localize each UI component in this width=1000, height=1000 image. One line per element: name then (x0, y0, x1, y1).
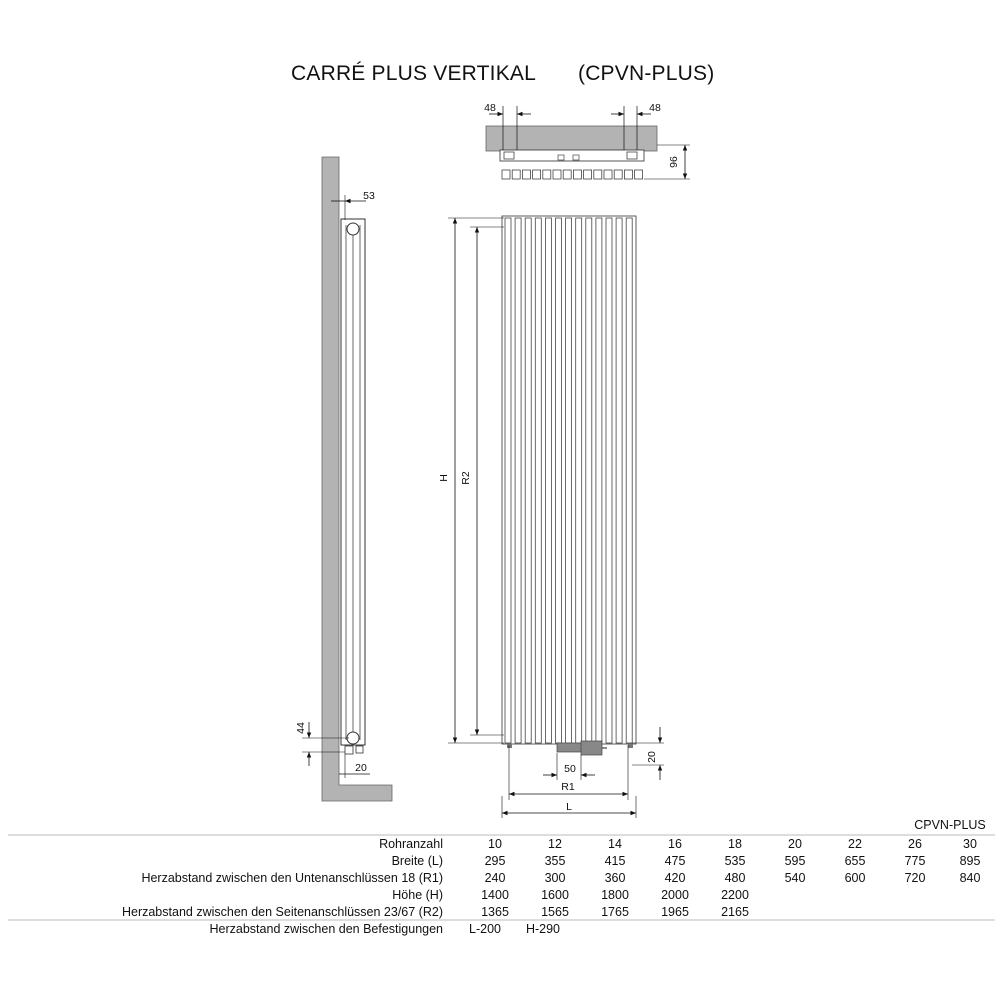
table-header: CPVN-PLUS (914, 818, 986, 832)
row-label: Breite (L) (391, 854, 443, 868)
dim-20-front: 20 (646, 751, 658, 763)
table-cell: 14 (608, 837, 622, 851)
table-cell: 540 (784, 871, 806, 885)
table-cell: 895 (959, 854, 981, 868)
table-cell: 595 (784, 854, 806, 868)
table-cell: 2165 (721, 905, 749, 919)
table-cell: 300 (544, 871, 566, 885)
table-cell: 535 (724, 854, 746, 868)
dim-53: 53 (363, 190, 375, 202)
table-cell: 1400 (481, 888, 509, 902)
table-cell: 360 (604, 871, 626, 885)
table-cell: 420 (664, 871, 686, 885)
table-cell: 1365 (481, 905, 509, 919)
table-cell: 22 (848, 837, 862, 851)
table-cell: H-290 (525, 922, 561, 936)
row-label: Herzabstand zwischen den Untenanschlüssen 18 (R1) (141, 871, 443, 885)
table-cell: 1765 (601, 905, 629, 919)
table-cell: 26 (908, 837, 922, 851)
row-label: Herzabstand zwischen den Befestigungen (209, 922, 443, 936)
table-cell: 655 (844, 854, 866, 868)
row-label: Rohranzahl (379, 837, 443, 851)
table-cell: L-200 (469, 922, 501, 936)
table-cell: 240 (484, 871, 506, 885)
table-cell: 415 (604, 854, 626, 868)
table-cell: 2200 (721, 888, 749, 902)
table-cell: 1800 (601, 888, 629, 902)
table-cell: 16 (668, 837, 682, 851)
row-label: Herzabstand zwischen den Seitenanschlüssen 23/67 (R2) (121, 905, 443, 919)
row-label: Höhe (H) (392, 888, 443, 902)
diagram-title: CARRÉ PLUS VERTIKAL (291, 62, 536, 85)
table-cell: 295 (484, 854, 506, 868)
dim-20-side: 20 (355, 762, 367, 774)
table-cell: 1600 (541, 888, 569, 902)
table-cell: 10 (488, 837, 502, 851)
table-cell: 355 (544, 854, 566, 868)
table-cell: 18 (728, 837, 742, 851)
dim-l: L (566, 801, 572, 813)
dim-44: 44 (295, 722, 307, 734)
table-cell: 2000 (661, 888, 689, 902)
table-cell: 775 (904, 854, 926, 868)
table-cell: 480 (724, 871, 746, 885)
dim-h: H (438, 474, 450, 482)
table-cell: 720 (904, 871, 926, 885)
table-cell: 475 (664, 854, 686, 868)
dim-r1: R1 (561, 781, 575, 793)
table-cell: 1565 (541, 905, 569, 919)
dim-48-right: 48 (649, 102, 661, 114)
dim-48-left: 48 (484, 102, 496, 114)
table-cell: 12 (548, 837, 562, 851)
table-cell: 30 (963, 837, 977, 851)
dim-r2: R2 (460, 471, 472, 485)
table-cell: 840 (959, 871, 981, 885)
table-cell: 600 (844, 871, 866, 885)
dim-50: 50 (564, 763, 576, 775)
model-code: (CPVN-PLUS) (578, 62, 715, 85)
dim-96: 96 (668, 156, 680, 168)
table-cell: 1965 (661, 905, 689, 919)
table-cell: 20 (788, 837, 802, 851)
